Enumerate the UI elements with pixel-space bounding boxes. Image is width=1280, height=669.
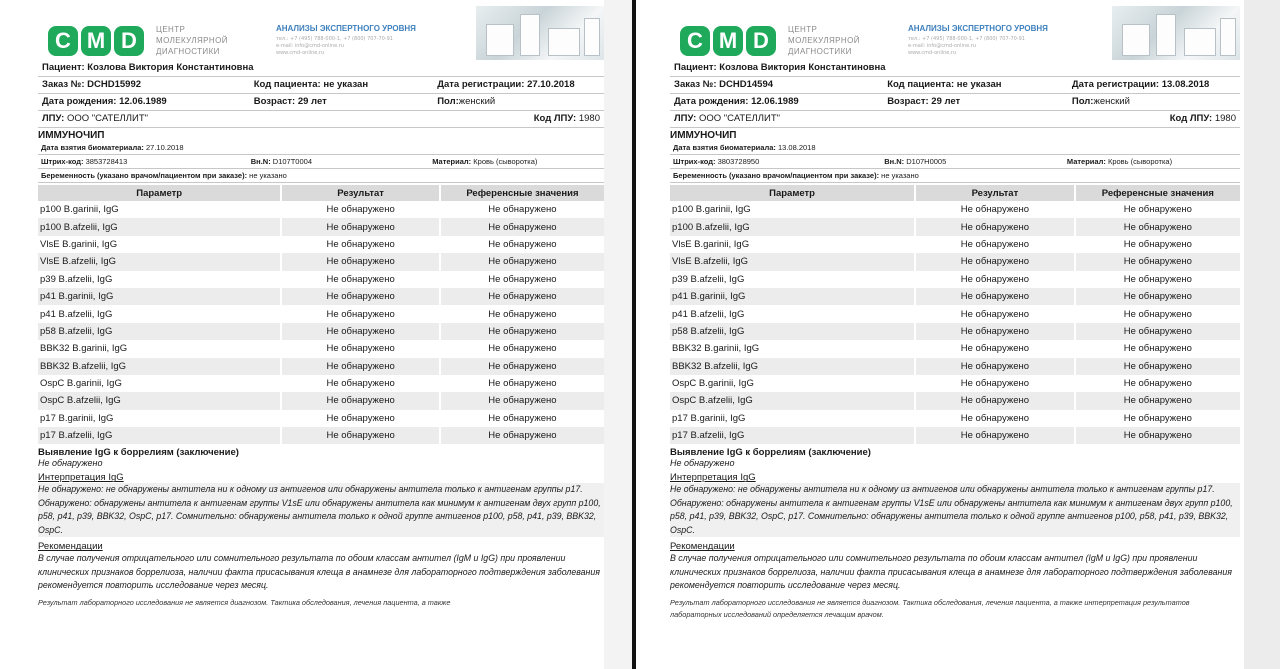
pregnancy-label: Беременность (указано врачом/пациентом при заказе):: [673, 171, 880, 180]
result-cell: Не обнаружено: [281, 236, 439, 253]
logo-letter: C: [680, 26, 710, 56]
material-label: Материал:: [432, 157, 472, 166]
material: Кровь (сыворотка): [473, 157, 538, 166]
param-cell: OspC B.afzelii, IgG: [670, 392, 915, 409]
ref-cell: Не обнаружено: [440, 340, 604, 357]
sample-date-row: [670, 141, 1240, 155]
sex: женский: [1093, 96, 1130, 107]
patient-info: [38, 60, 604, 128]
result-row: [670, 392, 1240, 409]
param-cell: p17 B.afzelii, IgG: [670, 427, 915, 444]
col-ref-header: Референсные значения: [1075, 185, 1240, 201]
page-gap: [604, 0, 632, 669]
param-cell: BBK32 B.afzelii, IgG: [670, 358, 915, 375]
result-cell: Не обнаружено: [281, 427, 439, 444]
logo-letter: M: [81, 26, 111, 56]
lpu-code: 1980: [1214, 113, 1236, 124]
recommendations-text: В случае получения отрицательного или сомнительного результата по обоим классам антител (IgM и IgG) при проявлении клинических признаков боррелиоза, наличии факта присасывания клеща в анамнезе для лабораторного подтверждения заболевания рекомендуется повторить исследование через месяц.: [670, 553, 1232, 591]
lpu-label: ЛПУ:: [42, 113, 65, 124]
center-line: МОЛЕКУЛЯРНОЙ: [156, 36, 228, 45]
ref-cell: Не обнаружено: [1075, 323, 1240, 340]
result-row: [670, 253, 1240, 270]
lpu-row: [670, 111, 1240, 128]
sex-label: Пол:: [1071, 96, 1094, 107]
result-row: [670, 271, 1240, 288]
result-cell: Не обнаружено: [915, 288, 1075, 305]
reg-date: 13.08.2018: [1161, 79, 1210, 90]
patient-label: Пациент:: [674, 62, 717, 73]
param-cell: p41 B.afzelii, IgG: [672, 308, 745, 320]
result-cell: Не обнаружено: [915, 392, 1075, 409]
patient-info: [670, 60, 1240, 128]
results-table: [670, 185, 1240, 444]
result-row: [670, 323, 1240, 340]
age: 29 лет: [931, 96, 961, 107]
patient-code: не указан: [323, 79, 369, 90]
col-result-header: Результат: [915, 185, 1075, 201]
conclusion-value: Не обнаружено: [38, 458, 103, 469]
section-title: ИММУНОЧИП: [38, 130, 105, 141]
logo-letter: D: [746, 26, 776, 56]
result-cell: Не обнаружено: [281, 375, 439, 392]
lab-photo: [476, 6, 604, 60]
cmd-logo: [48, 26, 144, 56]
result-row: [38, 218, 604, 235]
result-row: [38, 236, 604, 253]
patient-name: Козлова Виктория Константиновна: [87, 62, 254, 73]
ref-cell: Не обнаружено: [1075, 288, 1240, 305]
param-cell: p100 B.garinii, IgG: [672, 204, 751, 216]
param-cell: p58 B.afzelii, IgG: [38, 323, 281, 340]
center-line: МОЛЕКУЛЯРНОЙ: [788, 36, 860, 45]
vn-number: D107T0004: [272, 157, 312, 166]
result-cell: Не обнаружено: [915, 305, 1075, 322]
patient-row: [38, 60, 604, 77]
reg-date-label: Дата регистрации:: [437, 79, 525, 90]
param-cell: p17 B.garinii, IgG: [40, 412, 114, 424]
ref-cell: Не обнаружено: [1075, 236, 1240, 253]
order-row: [670, 77, 1240, 94]
result-cell: Не обнаружено: [281, 253, 439, 270]
barcode: 3803728950: [717, 157, 760, 166]
result-cell: Не обнаружено: [281, 201, 439, 218]
param-cell: VlsE B.garinii, IgG: [672, 238, 750, 250]
ref-cell: Не обнаружено: [440, 305, 604, 322]
result-row: [670, 288, 1240, 305]
contact-line: тел.: +7 (495) 788-000-1, +7 (800) 707-70-91: [276, 36, 393, 42]
report-header: [670, 0, 1240, 60]
conclusion-title: Выявление IgG к боррелиям (заключение): [38, 447, 239, 459]
center-line: ДИАГНОСТИКИ: [156, 47, 220, 56]
result-cell: Не обнаружено: [281, 288, 439, 305]
col-ref-header: Референсные значения: [440, 185, 604, 201]
barcode-row: [670, 155, 1240, 169]
ref-cell: Не обнаружено: [440, 410, 604, 427]
result-row: [38, 375, 604, 392]
ref-cell: Не обнаружено: [1075, 218, 1240, 235]
result-row: [38, 392, 604, 409]
ref-cell: Не обнаружено: [440, 253, 604, 270]
logo-letter: C: [48, 26, 78, 56]
lpu-row: [38, 111, 604, 128]
ref-cell: Не обнаружено: [1075, 340, 1240, 357]
param-cell: p41 B.garinii, IgG: [670, 288, 915, 305]
material: Кровь (сыворотка): [1107, 157, 1173, 166]
birth-date: 12.06.1989: [751, 96, 799, 107]
param-cell: BBK32 B.garinii, IgG: [672, 343, 760, 355]
lpu-name: ООО "САТЕЛЛИТ": [66, 113, 149, 124]
section-title: ИММУНОЧИП: [670, 130, 737, 141]
param-cell: VlsE B.afzelii, IgG: [670, 253, 915, 270]
reg-date-label: Дата регистрации:: [1071, 79, 1160, 90]
logo-letter: M: [713, 26, 743, 56]
result-cell: Не обнаружено: [915, 236, 1075, 253]
param-cell: p41 B.afzelii, IgG: [40, 308, 113, 320]
param-cell: BBK32 B.afzelii, IgG: [38, 358, 281, 375]
age-label: Возраст:: [887, 96, 929, 107]
contact-line: e-mail: info@cmd-online.ru: [908, 43, 977, 49]
order-label: Заказ №:: [674, 79, 717, 90]
param-cell: VlsE B.afzelii, IgG: [38, 253, 281, 270]
lpu-label: ЛПУ:: [674, 113, 697, 124]
param-cell: p100 B.afzelii, IgG: [670, 218, 915, 235]
ref-cell: Не обнаружено: [440, 358, 604, 375]
barcode: 3853728413: [85, 157, 128, 166]
param-cell: BBK32 B.garinii, IgG: [40, 343, 128, 355]
results-header: [38, 185, 604, 201]
patient-code: не указан: [956, 79, 1002, 90]
disclaimer: Результат лабораторного исследования не является диагнозом. Тактика обследования, лечения пациента, а также интерпретация результатов лабораторных исследований определяется лечащим врачом.: [670, 597, 1190, 619]
lab-photo: [1112, 6, 1240, 60]
recommendations-title: Рекомендации: [38, 541, 103, 553]
vn-number: D107H0005: [906, 157, 947, 166]
result-cell: Не обнаружено: [915, 271, 1075, 288]
ref-cell: Не обнаружено: [1075, 305, 1240, 322]
sample-date-row: [38, 141, 604, 155]
contacts: [276, 36, 393, 57]
param-cell: VlsE B.garinii, IgG: [40, 238, 118, 250]
center-name: [788, 24, 860, 57]
pregnancy-row: [670, 169, 1240, 183]
ref-cell: Не обнаружено: [440, 218, 604, 235]
patient-label: Пациент:: [42, 62, 85, 73]
vn-label: Вн.N:: [884, 157, 905, 166]
result-cell: Не обнаружено: [281, 323, 439, 340]
result-row: [670, 427, 1240, 444]
tagline: АНАЛИЗЫ ЭКСПЕРТНОГО УРОВНЯ: [908, 24, 1048, 33]
result-cell: Не обнаружено: [915, 218, 1075, 235]
conclusion-value: Не обнаружено: [670, 458, 735, 469]
result-cell: Не обнаружено: [281, 392, 439, 409]
result-row: [38, 323, 604, 340]
sex: женский: [458, 96, 496, 107]
result-row: [670, 410, 1240, 427]
param-cell: p100 B.afzelii, IgG: [38, 218, 281, 235]
result-cell: Не обнаружено: [281, 358, 439, 375]
contacts: [908, 36, 1025, 57]
order-number: DCHD14594: [719, 79, 774, 90]
age-label: Возраст:: [253, 96, 296, 107]
result-cell: Не обнаружено: [915, 201, 1075, 218]
sample-date-label: Дата взятия биоматериала:: [673, 143, 776, 152]
results-header: [670, 185, 1240, 201]
cmd-logo: [680, 26, 776, 56]
param-cell: OspC B.garinii, IgG: [40, 378, 122, 390]
ref-cell: Не обнаружено: [1075, 427, 1240, 444]
result-row: [670, 375, 1240, 392]
ref-cell: Не обнаружено: [1075, 253, 1240, 270]
ref-cell: Не обнаружено: [1075, 375, 1240, 392]
result-cell: Не обнаружено: [915, 410, 1075, 427]
contact-line: e-mail: info@cmd-online.ru: [276, 43, 345, 49]
ref-cell: Не обнаружено: [440, 288, 604, 305]
pregnancy-label: Беременность (указано врачом/пациентом при заказе):: [41, 171, 248, 180]
center-name: [156, 24, 228, 57]
conclusion-title: Выявление IgG к боррелиям (заключение): [670, 447, 871, 459]
order-number: DCHD15992: [87, 79, 142, 90]
param-cell: p17 B.garinii, IgG: [672, 412, 746, 424]
result-cell: Не обнаружено: [281, 271, 439, 288]
lpu-code-label: Код ЛПУ:: [1169, 113, 1213, 124]
param-cell: p100 B.garinii, IgG: [40, 204, 119, 216]
report-header: [38, 0, 604, 60]
result-cell: Не обнаружено: [915, 358, 1075, 375]
result-cell: Не обнаружено: [915, 253, 1075, 270]
sample-date: 13.08.2018: [777, 143, 816, 152]
result-cell: Не обнаружено: [281, 340, 439, 357]
result-row: [38, 410, 604, 427]
result-row: [670, 305, 1240, 322]
center-line: ЦЕНТР: [788, 25, 818, 34]
ref-cell: Не обнаружено: [440, 201, 604, 218]
result-row: [38, 288, 604, 305]
contact-line: www.cmd-online.ru: [276, 50, 325, 56]
order-row: [38, 77, 604, 94]
patient-row: [670, 60, 1240, 77]
lpu-code: 1980: [578, 113, 600, 124]
pregnancy-row: [38, 169, 604, 183]
result-row: [38, 201, 604, 218]
param-cell: OspC B.afzelii, IgG: [38, 392, 281, 409]
sample-date-label: Дата взятия биоматериала:: [41, 143, 144, 152]
lpu-name: ООО "САТЕЛЛИТ": [698, 113, 781, 124]
result-cell: Не обнаружено: [281, 305, 439, 322]
reg-date: 27.10.2018: [527, 79, 575, 90]
patient-name: Козлова Виктория Константиновна: [719, 62, 886, 73]
result-cell: Не обнаружено: [915, 427, 1075, 444]
ref-cell: Не обнаружено: [440, 392, 604, 409]
barcode-label: Штрих-код:: [673, 157, 716, 166]
age: 29 лет: [297, 96, 327, 107]
param-cell: p58 B.afzelii, IgG: [670, 323, 915, 340]
ref-cell: Не обнаружено: [1075, 201, 1240, 218]
param-cell: OspC B.garinii, IgG: [672, 378, 754, 390]
center-line: ЦЕНТР: [156, 25, 186, 34]
contact-line: тел.: +7 (495) 788-000-1, +7 (800) 707-70-91: [908, 36, 1025, 42]
ref-cell: Не обнаружено: [440, 427, 604, 444]
param-cell: p17 B.afzelii, IgG: [38, 427, 281, 444]
pregnancy: не указано: [881, 171, 919, 180]
result-row: [38, 340, 604, 357]
result-row: [670, 218, 1240, 235]
results-table: [38, 185, 604, 444]
sex-label: Пол:: [437, 96, 459, 107]
report-page-2: [670, 0, 1240, 669]
param-cell: p41 B.garinii, IgG: [38, 288, 281, 305]
result-cell: Не обнаружено: [915, 323, 1075, 340]
disclaimer: Результат лабораторного исследования не является диагнозом. Тактика обследования, лечения пациента, а также: [38, 597, 451, 607]
result-cell: Не обнаружено: [281, 218, 439, 235]
vn-label: Вн.N:: [250, 157, 271, 166]
logo-letter: D: [114, 26, 144, 56]
result-cell: Не обнаружено: [915, 340, 1075, 357]
result-row: [38, 358, 604, 375]
result-cell: Не обнаружено: [915, 375, 1075, 392]
param-cell: p39 B.afzelii, IgG: [672, 273, 745, 285]
result-row: [38, 271, 604, 288]
center-line: ДИАГНОСТИКИ: [788, 47, 852, 56]
interpretation-title: Интерпретация IgG: [670, 472, 756, 484]
col-result-header: Результат: [281, 185, 439, 201]
ref-cell: Не обнаружено: [440, 375, 604, 392]
result-row: [670, 340, 1240, 357]
recommendations-text: В случае получения отрицательного или сомнительного результата по обоим классам антител (IgM и IgG) при проявлении клинических признаков боррелиоза, наличии факта присасывания клеща в анамнезе для лабораторного подтверждения заболевания рекомендуется повторить исследование через месяц.: [38, 553, 600, 591]
ref-cell: Не обнаружено: [1075, 358, 1240, 375]
patient-code-label: Код пациента:: [253, 79, 321, 90]
result-row: [38, 427, 604, 444]
barcode-label: Штрих-код:: [41, 157, 84, 166]
sample-date: 27.10.2018: [145, 143, 184, 152]
result-row: [670, 358, 1240, 375]
birth-label: Дата рождения:: [42, 96, 117, 107]
lpu-code-label: Код ЛПУ:: [533, 113, 577, 124]
col-param-header: Параметр: [670, 185, 915, 201]
ref-cell: Не обнаружено: [1075, 271, 1240, 288]
ref-cell: Не обнаружено: [440, 323, 604, 340]
birth-date: 12.06.1989: [119, 96, 167, 107]
ref-cell: Не обнаружено: [440, 271, 604, 288]
order-label: Заказ №:: [42, 79, 85, 90]
result-row: [38, 305, 604, 322]
pregnancy: не указано: [249, 171, 287, 180]
result-row: [670, 236, 1240, 253]
interpretation-text: Не обнаружено: не обнаружены антитела ни к одному из антигенов или обнаружены антитела только к антигенам группы p17. Обнаружено: обнаружены антитела к антигенам группы V1sE или обнаружены антитела как минимум к антигенам двух групп p100, p58, p41, p39, BBK32, OspC, p17. Сомнительно: обнаружены антитела только к одной группе антигенов p100, p58, p41, p39, BBK32, OspC.: [670, 483, 1240, 537]
tagline: АНАЛИЗЫ ЭКСПЕРТНОГО УРОВНЯ: [276, 24, 416, 33]
ref-cell: Не обнаружено: [440, 236, 604, 253]
birth-row: [38, 94, 604, 111]
recommendations-title: Рекомендации: [670, 541, 735, 553]
param-cell: p39 B.afzelii, IgG: [40, 273, 113, 285]
birth-label: Дата рождения:: [674, 96, 749, 107]
col-param-header: Параметр: [38, 185, 281, 201]
birth-row: [670, 94, 1240, 111]
result-row: [38, 253, 604, 270]
result-row: [670, 201, 1240, 218]
barcode-row: [38, 155, 604, 169]
report-page-1: [38, 0, 604, 669]
material-label: Материал:: [1066, 157, 1106, 166]
ref-cell: Не обнаружено: [1075, 392, 1240, 409]
contact-line: www.cmd-online.ru: [908, 50, 957, 56]
ref-cell: Не обнаружено: [1075, 410, 1240, 427]
interpretation-text: Не обнаружено: не обнаружены антитела ни к одному из антигенов или обнаружены антитела только к антигенам группы p17. Обнаружено: обнаружены антитела к антигенам группы V1sE или обнаружены антитела как минимум к антигенам двух групп p100, p58, p41, p39, BBK32, OspC, p17. Сомнительно: обнаружены антитела только к одной группе антигенов p100, p58, p41, p39, BBK32, OspC.: [38, 483, 604, 537]
viewer-margin: [1244, 0, 1280, 669]
interpretation-title: Интерпретация IgG: [38, 472, 124, 484]
page-divider: [632, 0, 636, 669]
result-cell: Не обнаружено: [281, 410, 439, 427]
patient-code-label: Код пациента:: [887, 79, 955, 90]
